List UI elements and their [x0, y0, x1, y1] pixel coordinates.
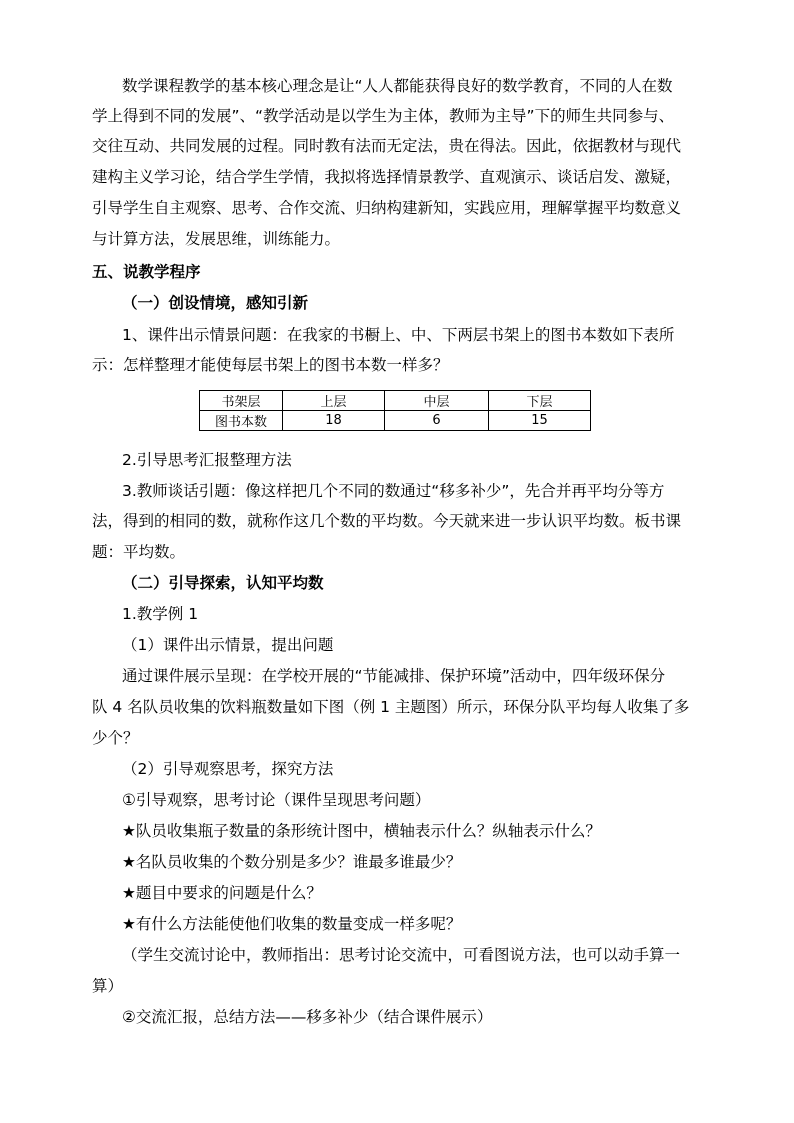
- table-cell: 18: [283, 411, 385, 431]
- paragraph-line: 示：怎样整理才能使每层书架上的图书本数一样多？: [92, 356, 449, 374]
- question-item: ★队员收集瓶子数量的条形统计图中，横轴表示什么？纵轴表示什么？: [122, 822, 601, 840]
- bookshelf-table: [199, 390, 591, 431]
- table-header-cell: 上层: [283, 391, 385, 411]
- paragraph-line: 1.教学例 1: [122, 605, 199, 623]
- table-cell: 15: [489, 411, 591, 431]
- table-cell: 6: [385, 411, 489, 431]
- table-row: [200, 411, 591, 431]
- paragraph-line: 数学课程教学的基本核心理念是让“人人都能获得良好的数学教育，不同的人在数: [122, 77, 673, 95]
- subsection-heading: （二）引导探索，认知平均数: [122, 574, 324, 592]
- paragraph-line: 通过课件展示呈现：在学校开展的“节能减排、保护环境”活动中，四年级环保分: [122, 667, 666, 685]
- table-header-row: [200, 391, 591, 411]
- paragraph-line: （2）引导观察思考，探究方法: [122, 760, 334, 778]
- paragraph-line: 与计算方法，发展思维，训练能力。: [92, 230, 341, 248]
- table-cell: 图书本数: [200, 411, 283, 431]
- paragraph-line: 法，得到的相同的数，就称作这几个数的平均数。今天就来进一步认识平均数。板书课: [92, 512, 682, 530]
- subsection-heading: （一）创设情境，感知引新: [122, 294, 309, 312]
- paragraph-line: 1、课件出示情景问题：在我家的书橱上、中、下两层书架上的图书本数如下表所: [122, 326, 675, 344]
- section-heading: 五、说教学程序: [92, 263, 201, 281]
- paragraph-line: 题：平均数。: [92, 543, 186, 561]
- paragraph-line: 队 4 名队员收集的饮料瓶数量如下图（例 1 主题图）所示，环保分队平均每人收集了多: [92, 698, 690, 716]
- question-item: ★名队员收集的个数分别是多少？谁最多谁最少？: [122, 853, 462, 871]
- paragraph-line: 引导学生自主观察、思考、合作交流、归纳构建新知，实践应用，理解掌握平均数意义: [92, 199, 682, 217]
- paragraph-line: （学生交流讨论中，教师指出：思考讨论交流中，可看图说方法，也可以动手算一: [122, 946, 681, 964]
- paragraph-line: 学上得到不同的发展”、“教学活动是以学生为主体，教师为主导”下的师生共同参与、: [92, 107, 675, 125]
- question-item: ★题目中要求的问题是什么？: [122, 884, 322, 902]
- paragraph-line: （1）课件出示情景，提出问题: [122, 636, 334, 654]
- paragraph-line: 交往互动、共同发展的过程。同时教有法而无定法，贵在得法。因此，依据教材与现代: [92, 137, 682, 155]
- paragraph-line: 2.引导思考汇报整理方法: [122, 451, 292, 469]
- table-header-cell: 下层: [489, 391, 591, 411]
- paragraph-line: 算）: [92, 977, 124, 995]
- paragraph-line: 少个？: [92, 729, 139, 747]
- paragraph-line: ①引导观察，思考讨论（课件呈现思考问题）: [122, 791, 431, 809]
- paragraph-line: 3.教师谈话引题：像这样把几个不同的数通过“移多补少”，先合并再平均分等方: [122, 482, 665, 500]
- paragraph-line: 建构主义学习论，结合学生学情，我拟将选择情景教学、直观演示、谈话启发、激疑，: [92, 168, 682, 186]
- table-header-cell: 书架层: [200, 391, 283, 411]
- question-item: ★有什么方法能使他们收集的数量变成一样多呢？: [122, 915, 462, 933]
- table-header-cell: 中层: [385, 391, 489, 411]
- paragraph-line: ②交流汇报，总结方法——移多补少（结合课件展示）: [122, 1008, 493, 1026]
